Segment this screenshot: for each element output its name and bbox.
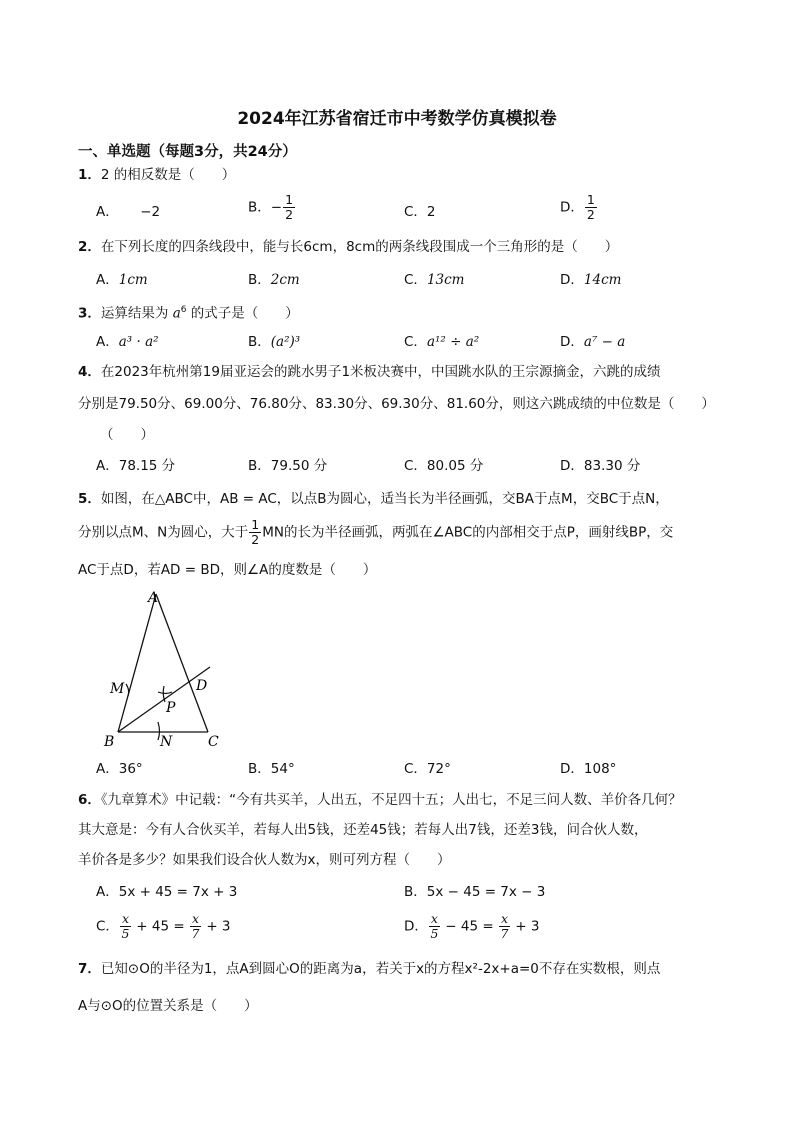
math-variable: a — [172, 305, 181, 322]
option-text: + 3 — [202, 918, 231, 935]
denominator: 7 — [191, 926, 200, 941]
numerator: x — [500, 911, 508, 926]
question-text: 在下列长度的四条线段中，能与长6cm，8cm的两条线段围成一个三角形的是（ ） — [100, 239, 619, 255]
exponent: 6 — [180, 305, 187, 315]
option-value: 14cm — [583, 272, 622, 288]
q6-option-a: A．5x + 45 = 7x + 3 — [96, 884, 238, 900]
q6-option-b: B．5x − 45 = 7x − 3 — [404, 884, 546, 900]
denominator: 5 — [430, 926, 439, 941]
question-6-line-2: 其大意是：今有人合伙买羊，若每人出5钱，还差45钱；若每人出7钱，还差3钱，问合伙人数， — [78, 822, 648, 838]
label-p: P — [166, 700, 176, 716]
side-ab — [118, 594, 156, 732]
label-d: D — [196, 678, 208, 694]
option-letter: B． — [248, 199, 271, 216]
q2-option-a — [96, 270, 148, 290]
numerator: 1 — [285, 192, 294, 207]
arc-p1 — [158, 692, 172, 694]
question-number: 1． — [78, 167, 101, 183]
question-6-line-3: 羊价各是多少？如果我们设合伙人数为x，则可列方程（ ） — [78, 852, 451, 868]
option-letter: B． — [248, 334, 271, 350]
q5-option-c: C．72° — [404, 761, 451, 777]
q4-option-c: C．80.05 分 — [404, 458, 484, 474]
option-value: a⁷ − a — [583, 334, 626, 350]
question-text: 《九章算术》中记载：“今有共买羊，人出五，不足四十五；人出七，不足三问人数、羊价各几何？ — [100, 792, 682, 808]
denominator: 7 — [500, 926, 509, 941]
q1-option-d — [560, 193, 598, 222]
q3-option-b — [248, 332, 300, 352]
q4-option-d: D．83.30 分 — [560, 458, 641, 474]
option-letter: C． — [96, 918, 119, 935]
question-text: 2 的相反数是（ ） — [100, 167, 236, 183]
option-value: 13cm — [426, 272, 465, 288]
label-c: C — [208, 734, 219, 750]
q5-option-b: B．54° — [248, 761, 295, 777]
question-text: 分别以点M、N为圆心，大于 — [78, 524, 249, 541]
label-m: M — [110, 681, 125, 697]
label-b: B — [104, 734, 115, 750]
question-7-line-2: A与⊙O的位置关系是（ ） — [78, 998, 258, 1014]
numerator: x — [430, 911, 438, 926]
label-n: N — [160, 734, 173, 750]
q3-option-a — [96, 332, 159, 352]
q1-option-b — [248, 193, 296, 222]
fraction — [499, 912, 510, 941]
question-4-line-3: （ ） — [100, 427, 154, 443]
numerator: x — [121, 911, 129, 926]
numerator: 1 — [251, 517, 260, 532]
q4-option-a: A．78.15 分 — [96, 458, 176, 474]
question-number: 6． — [78, 792, 101, 808]
question-1 — [78, 165, 235, 185]
denominator: 2 — [285, 207, 294, 222]
question-5-line-2 — [78, 518, 673, 547]
fraction — [283, 193, 295, 222]
q1-option-c: C．2 — [404, 204, 436, 220]
option-text: − 45 = — [440, 918, 498, 935]
q2-option-b — [248, 270, 300, 290]
denominator: 2 — [586, 207, 595, 222]
q3-option-d — [560, 332, 625, 352]
label-a: A — [148, 590, 159, 606]
fraction — [249, 518, 261, 547]
q2-option-c — [404, 270, 464, 290]
q2-option-d — [560, 270, 621, 290]
question-number: 5． — [78, 491, 101, 507]
question-number: 3． — [78, 305, 101, 322]
option-letter: A． — [96, 334, 119, 350]
question-3 — [78, 300, 299, 324]
section-heading: 一、单选题（每题3分，共24分） — [78, 144, 297, 160]
triangle-figure — [98, 584, 238, 754]
option-letter: A． — [96, 272, 119, 288]
option-text: + 45 = — [132, 918, 189, 935]
q6-option-c — [96, 912, 231, 941]
option-value: −2 — [140, 204, 161, 220]
question-6 — [78, 790, 682, 810]
question-number: 7． — [78, 961, 101, 977]
question-2 — [78, 237, 618, 257]
option-letter: D． — [404, 918, 428, 935]
fraction — [429, 912, 440, 941]
option-value: a¹² ÷ a² — [426, 334, 480, 350]
option-letter: D． — [560, 199, 584, 216]
option-value: a³ · a² — [118, 334, 159, 350]
question-number: 2． — [78, 239, 101, 255]
denominator: 5 — [121, 926, 130, 941]
q6-option-d — [404, 912, 539, 941]
denominator: 2 — [251, 532, 260, 547]
option-value: 1cm — [118, 272, 148, 288]
question-5 — [78, 489, 669, 509]
option-letter: C． — [404, 334, 427, 350]
page-title: 2024年江苏省宿迁市中考数学仿真模拟卷 — [237, 109, 557, 129]
option-letter: D． — [560, 334, 584, 350]
numerator: 1 — [586, 192, 595, 207]
option-letter: C． — [404, 272, 427, 288]
q1-option-a — [96, 202, 160, 222]
question-text: 如图，在△ABC中，AB = AC，以点B为圆心，适当长为半径画弧，交BA于点M，交BC于点N， — [100, 491, 669, 507]
question-text: 的式子是（ ） — [186, 305, 299, 322]
question-number: 4． — [78, 364, 101, 380]
option-text: + 3 — [511, 918, 540, 935]
q5-option-a: A．36° — [96, 761, 143, 777]
option-sign: − — [270, 199, 283, 216]
option-value: 2cm — [270, 272, 300, 288]
side-ac — [156, 594, 208, 732]
fraction — [190, 912, 201, 941]
question-text: 在2023年杭州第19届亚运会的跳水男子1米板决赛中，中国跳水队的王宗源摘金，六跳的成绩 — [100, 364, 661, 380]
numerator: x — [191, 911, 200, 926]
option-value: (a²)³ — [270, 334, 301, 350]
fraction — [120, 912, 131, 941]
option-letter: B． — [248, 272, 271, 288]
q3-option-c — [404, 332, 479, 352]
question-4-line-2: 分别是79.50分、69.00分、76.80分、83.30分、69.30分、81.60分，则这六跳成绩的中位数是（ ） — [78, 396, 715, 412]
question-text: 已知⊙O的半径为1，点A到圆心O的距离为a，若关于x的方程x²-2x+a=0不存在实数根，则点 — [100, 961, 661, 977]
question-5-line-3: AC于点D，若AD = BD，则∠A的度数是（ ） — [78, 562, 377, 578]
q5-option-d: D．108° — [560, 761, 617, 777]
option-letter: D． — [560, 272, 584, 288]
option-letter: A． — [96, 204, 119, 220]
question-text: 运算结果为 — [100, 305, 173, 322]
fraction — [585, 193, 597, 222]
q4-option-b: B．79.50 分 — [248, 458, 328, 474]
question-7 — [78, 959, 660, 979]
arc-m — [126, 684, 129, 696]
question-4 — [78, 362, 661, 382]
question-text: MN的长为半径画弧，两弧在∠ABC的内部相交于点P，画射线BP，交 — [262, 524, 674, 541]
